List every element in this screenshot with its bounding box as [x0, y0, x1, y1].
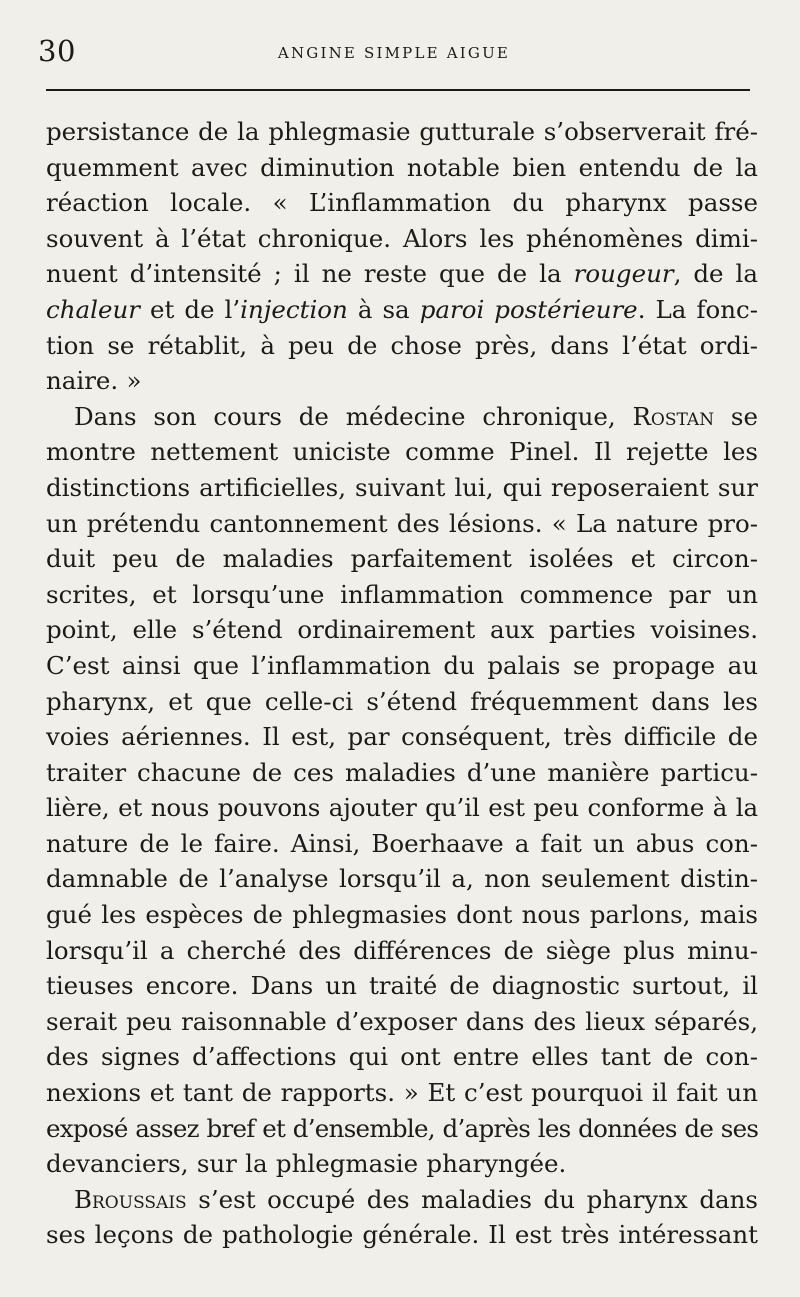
text-line: naire. »	[46, 366, 142, 396]
body-text	[46, 114, 758, 1253]
text-line: un prétendu cantonnement des lésions. « La nature pro-	[46, 508, 758, 538]
text-line: duit peu de maladies parfaitement isolées et circon-	[46, 544, 758, 574]
text-line: exposé assez bref et d’ensemble, d’après les données de ses	[46, 1113, 759, 1143]
text-line	[46, 292, 758, 328]
text-line: serait peu raisonnable d’exposer dans des lieux séparés,	[46, 1006, 758, 1036]
text-line: lorsqu’il a cherché des différences de siège plus minu-	[46, 935, 758, 965]
text-line: pharynx, et que celle-ci s’étend fréquemment dans les	[46, 686, 758, 716]
text-line: distinctions artificielles, suivant lui, qui reposeraient sur	[46, 472, 758, 502]
text-line: montre nettement uniciste comme Pinel. Il rejette les	[46, 437, 758, 467]
running-title: ANGINE SIMPLE AIGUE	[277, 44, 511, 62]
author-name-rostan: Rostan	[632, 401, 715, 431]
page-number: 30	[38, 34, 76, 68]
paragraph-start-line	[46, 399, 758, 435]
page-header	[38, 30, 750, 70]
header-rule	[46, 89, 750, 91]
text-line	[46, 256, 758, 292]
text-line: quemment avec diminution notable bien entendu de la	[46, 152, 758, 182]
text-line: réaction locale. « L’inflammation du pharynx passe	[46, 188, 758, 218]
text-run: à sa	[347, 294, 420, 324]
text-line: voies aériennes. Il est, par conséquent, très difficile de	[46, 722, 758, 752]
text-line: point, elle s’étend ordinairement aux parties voisines.	[46, 615, 758, 645]
text-line: nexions et tant de rapports. » Et c’est pourquoi il fait un	[46, 1078, 758, 1108]
text-line: tion se rétablit, à peu de chose près, dans l’état ordi-	[46, 330, 758, 360]
text-run: , de la	[673, 259, 758, 289]
text-run: se	[714, 401, 758, 431]
text-line: souvent à l’état chronique. Alors les phénomènes dimi-	[46, 223, 758, 253]
text-run: nuent d’intensité ; il ne reste que de la	[46, 259, 574, 289]
text-line: nature de le faire. Ainsi, Boerhaave a fait un abus con-	[46, 828, 758, 858]
text-line: ses leçons de pathologie générale. Il est très intéressant	[46, 1220, 758, 1250]
text-line: gué les espèces de phlegmasies dont nous parlons, mais	[46, 900, 758, 930]
text-run: et de l’	[139, 294, 241, 324]
italic-term-injection: injection	[240, 294, 348, 324]
text-line: lière, et nous pouvons ajouter qu’il est peu conforme à la	[46, 793, 758, 823]
text-line: C’est ainsi que l’inflammation du palais se propage au	[46, 650, 758, 680]
author-name-broussais: Broussais	[74, 1184, 187, 1214]
italic-term-paroi: paroi postérieure	[419, 294, 638, 324]
paragraph-start-line	[46, 1182, 758, 1218]
text-line: traiter chacune de ces maladies d’une manière particu-	[46, 757, 758, 787]
text-run: Dans son cours de médecine chronique,	[74, 401, 633, 431]
text-line: damnable de l’analyse lorsqu’il a, non seulement distin-	[46, 864, 758, 894]
text-line: devanciers, sur la phlegmasie pharyngée.	[46, 1149, 567, 1179]
italic-term-rougeur: rougeur	[573, 259, 674, 289]
text-line: tieuses encore. Dans un traité de diagnostic surtout, il	[46, 971, 758, 1001]
text-line: scrites, et lorsqu’une inflammation commence par un	[46, 579, 758, 609]
text-run: . La fonc-	[637, 294, 758, 324]
italic-term-chaleur: chaleur	[46, 294, 140, 324]
text-line: des signes d’affections qui ont entre elles tant de con-	[46, 1042, 758, 1072]
text-run: s’est occupé des maladies du pharynx dans	[186, 1184, 758, 1214]
text-line: persistance de la phlegmasie gutturale s’observerait fré-	[46, 117, 758, 146]
